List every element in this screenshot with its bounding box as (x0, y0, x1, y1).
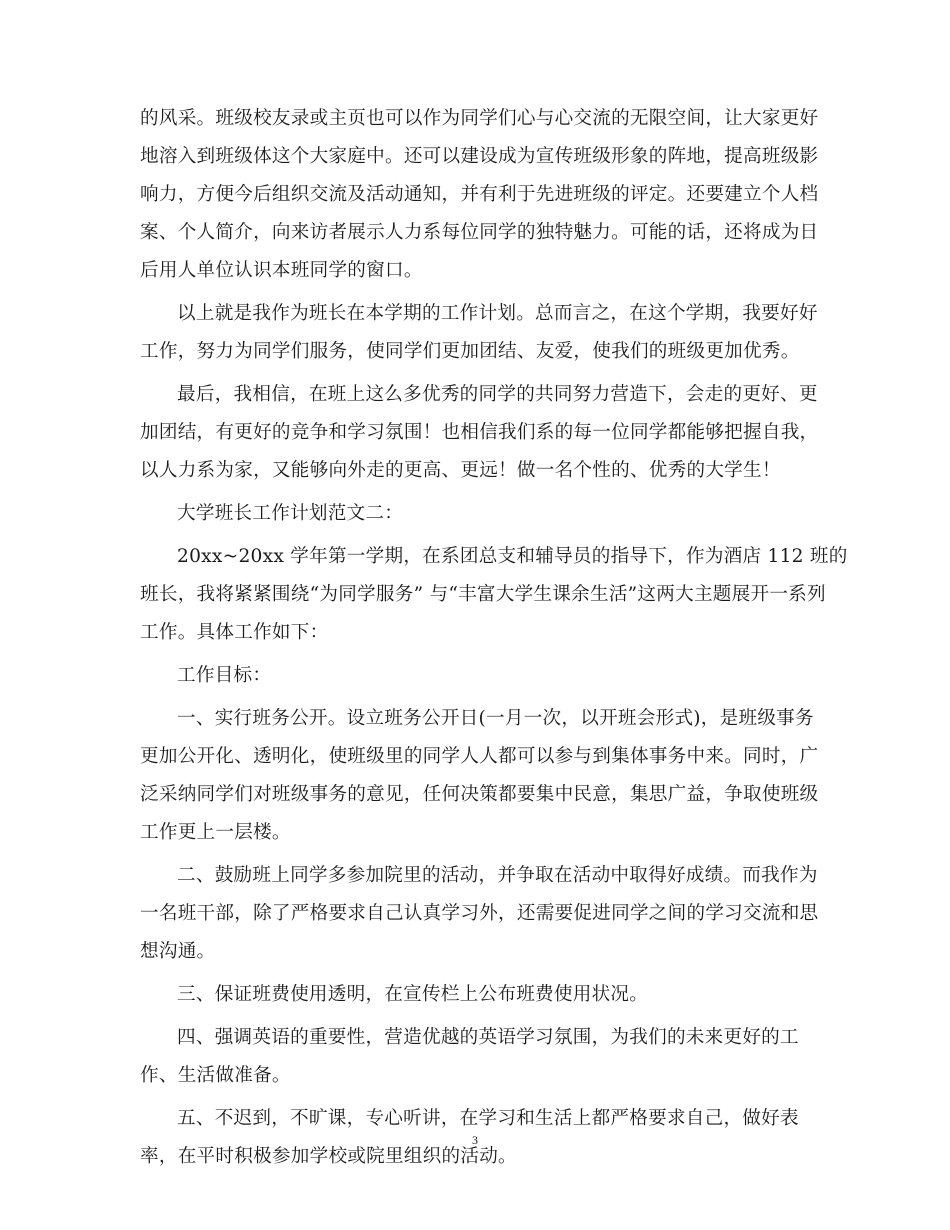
paragraph-start-line: 三、保证班费使用透明，在宣传栏上公布班费使用状况。 (177, 984, 649, 1005)
text-line: 更加公开化、透明化，使班级里的同学人人都可以参与到集体事务中来。同时，广 (140, 746, 819, 767)
page-number: 3 (472, 1133, 478, 1147)
paragraph-start-line: 四、强调英语的重要性，营造优越的英语学习氛围，为我们的未来更好的工 (177, 1027, 799, 1048)
text-line: 班长，我将紧紧围绕“为同学服务” 与“丰富大学生课余生活”这两大主题展开一系列 (140, 584, 826, 605)
text-line: 泛采纳同学们对班级事务的意见，任何决策都要集中民意，集思广益，争取使班级 (140, 784, 819, 805)
text-line: 地溶入到班级体这个大家庭中。还可以建设成为宣传班级形象的阵地，提高班级影 (140, 146, 819, 167)
text-line: 作、生活做准备。 (140, 1065, 291, 1086)
text-line: 加团结，有更好的竞争和学习氛围！也相信我们系的每一位同学都能够把握自我， (140, 422, 819, 443)
text-line: 后用人单位认识本班同学的窗口。 (140, 260, 423, 281)
paragraph-start-line: 二、鼓励班上同学多参加院里的活动，并争取在活动中取得好成绩。而我作为 (177, 865, 818, 886)
text-line: 工作。具体工作如下： (140, 622, 329, 643)
paragraph-start-line: 以上就是我作为班长在本学期的工作计划。总而言之，在这个学期，我要好好 (177, 303, 818, 324)
text-line: 率，在平时积极参加学校或院里组织的活动。 (140, 1146, 517, 1167)
text-line: 的风采。班级校友录或主页也可以作为同学们心与心交流的无限空间，让大家更好 (140, 108, 819, 129)
paragraph-start-line: 一、实行班务公开。设立班务公开日(一月一次，以开班会形式)，是班级事务 (177, 708, 814, 729)
text-line: 工作，努力为同学们服务，使同学们更加团结、友爱，使我们的班级更加优秀。 (140, 341, 800, 362)
text-line: 以人力系为家，又能够向外走的更高、更远！做一名个性的、优秀的大学生！ (140, 460, 781, 481)
paragraph-start-line: 最后，我相信，在班上这么多优秀的同学的共同努力营造下，会走的更好、更 (177, 384, 818, 405)
text-line: 想沟通。 (140, 941, 216, 962)
section-heading: 大学班长工作计划范文二： (177, 503, 404, 524)
text-line: 一名班干部，除了严格要求自己认真学习外，还需要促进同学之间的学习交流和思 (140, 903, 819, 924)
text-line: 工作更上一层楼。 (140, 822, 291, 843)
paragraph-start-line: 五、不迟到，不旷课，专心听讲，在学习和生活上都严格要求自己，做好表 (177, 1108, 799, 1129)
text-line: 响力，方便今后组织交流及活动通知，并有利于先进班级的评定。还要建立个人档 (140, 184, 819, 205)
text-line: 案、个人简介，向来访者展示人力系每位同学的独特魅力。可能的话，还将成为日 (140, 222, 819, 243)
paragraph-start-line: 20xx~20xx 学年第一学期，在系团总支和辅导员的指导下，作为酒店 112 班的 (177, 546, 848, 567)
subheading: 工作目标： (177, 665, 272, 686)
